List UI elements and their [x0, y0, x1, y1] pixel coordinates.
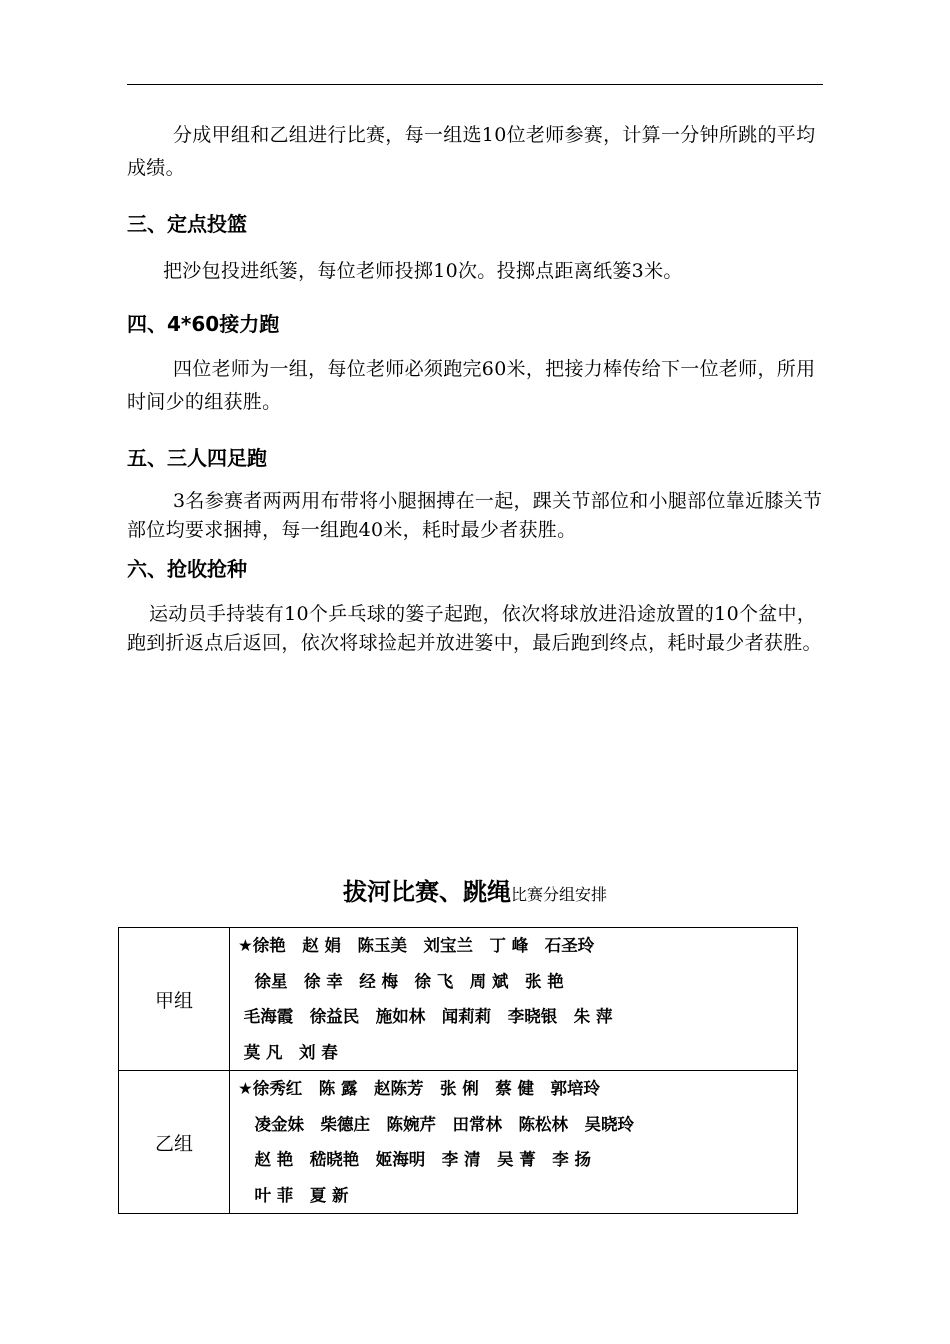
member-line: 莫 凡 刘 春 — [238, 1042, 338, 1062]
table-title-main: 拔河比赛、跳绳 — [342, 878, 511, 906]
table-title — [0, 872, 950, 907]
member-line: 赵 艳 嵇晓艳 姬海明 李 清 吴 菁 李 扬 — [238, 1150, 591, 1169]
table-row — [119, 1071, 798, 1214]
section-heading-6: 六、抢收抢种 — [127, 557, 247, 581]
group-table — [118, 927, 798, 1214]
group-name-yi: 乙组 — [119, 1071, 230, 1214]
section-heading-4: 四、4*60接力跑 — [127, 312, 280, 336]
section-text-6: 运动员手持装有10个乒乓球的篓子起跑，依次将球放进沿途放置的10个盆中，跑到折返点后返回，依次将球捡起并放进篓中，最后跑到终点，耗时最少者获胜。 — [127, 603, 822, 654]
member-line: 凌金妹 柴德庄 陈婉芹 田常林 陈松林 吴晓玲 — [238, 1114, 634, 1134]
group-members-jia — [230, 928, 798, 1071]
group-members-yi — [230, 1071, 798, 1214]
section-text-5: 3名参赛者两两用布带将小腿捆搏在一起，踝关节部位和小腿部位靠近膝关节部位均要求捆搏，每一组跑40米，耗时最少者获胜。 — [127, 490, 823, 541]
section-text-3: 把沙包投进纸篓，每位老师投掷10次。投掷点距离纸篓3米。 — [163, 260, 683, 282]
member-line: 叶 菲 夏 新 — [238, 1185, 349, 1205]
section-text-4: 四位老师为一组，每位老师必须跑完60米，把接力棒传给下一位老师，所用时间少的组获胜。 — [127, 358, 816, 413]
header-rule — [127, 84, 823, 85]
intro-paragraph: 分成甲组和乙组进行比赛，每一组选10位老师参赛，计算一分钟所跳的平均成绩。 — [127, 124, 816, 179]
member-line: 徐星 徐 幸 经 梅 徐 飞 周 斌 张 艳 — [238, 971, 564, 991]
member-line: ★徐艳 赵 娟 陈玉美 刘宝兰 丁 峰 石圣玲 — [238, 936, 595, 955]
section-heading-3: 三、定点投篮 — [127, 212, 247, 236]
group-name-jia: 甲组 — [119, 928, 230, 1071]
table-row — [119, 928, 798, 1071]
member-line: 毛海霞 徐益民 施如林 闻莉莉 李晓银 朱 萍 — [238, 1007, 613, 1026]
member-line: ★徐秀红 陈 露 赵陈芳 张 俐 蔡 健 郭培玲 — [238, 1079, 601, 1098]
table-title-sub: 比赛分组安排 — [510, 885, 607, 904]
section-heading-5: 五、三人四足跑 — [127, 446, 267, 470]
